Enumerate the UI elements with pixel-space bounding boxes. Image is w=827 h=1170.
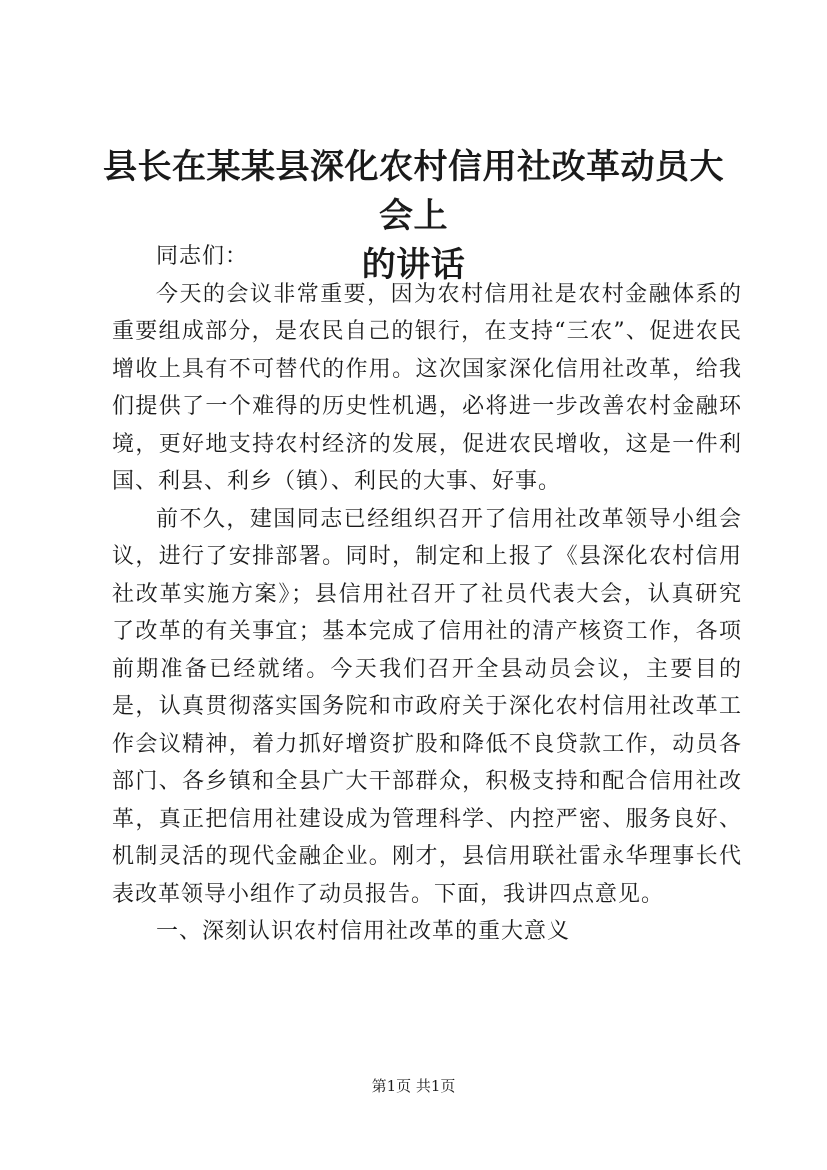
title-line-2: 的讲话	[361, 245, 466, 285]
page-footer	[0, 1076, 827, 1096]
title-line-1: 县长在某某县深化农村信用社改革动员大会上	[103, 147, 724, 236]
document-body	[112, 238, 742, 951]
paragraph-1: 今天的会议非常重要，因为农村信用社是农村金融体系的重要组成部分，是农民自己的银行，在支持“三农”、促进农民增收上具有不可替代的作用。这次国家深化信用社改革，给我们提供了一个难得的历史性机遇，必将进一步改善农村金融环境，更好地支持农村经济的发展，促进农民增收，这是一件利国、利县、利乡（镇）、利民的大事、好事。	[112, 281, 742, 494]
salutation: 同志们：	[156, 244, 249, 269]
paragraph-2: 前不久，建国同志已经组织召开了信用社改革领导小组会议，进行了安排部署。同时，制定和上报了《县深化农村信用社改革实施方案》；县信用社召开了社员代表大会，认真研究了改革的有关事宜；基本完成了信用社的清产核资工作，各项前期准备已经就绪。今天我们召开全县动员会议，主要目的是，认真贯彻落实国务院和市政府关于深化农村信用社改革工作会议精神，着力抓好增资扩股和降低不良贷款工作，动员各部门、各乡镇和全县广大干部群众，积极支持和配合信用社改革，真正把信用社建设成为管理科学、内控严密、服务良好、机制灵活的现代金融企业。刚才，县信用联社雷永华理事长代表改革领导小组作了动员报告。下面，我讲四点意见。	[112, 506, 742, 907]
section-heading: 一、深刻认识农村信用社改革的重大意义	[156, 919, 571, 944]
page-number: 第1页 共1页	[371, 1077, 456, 1095]
